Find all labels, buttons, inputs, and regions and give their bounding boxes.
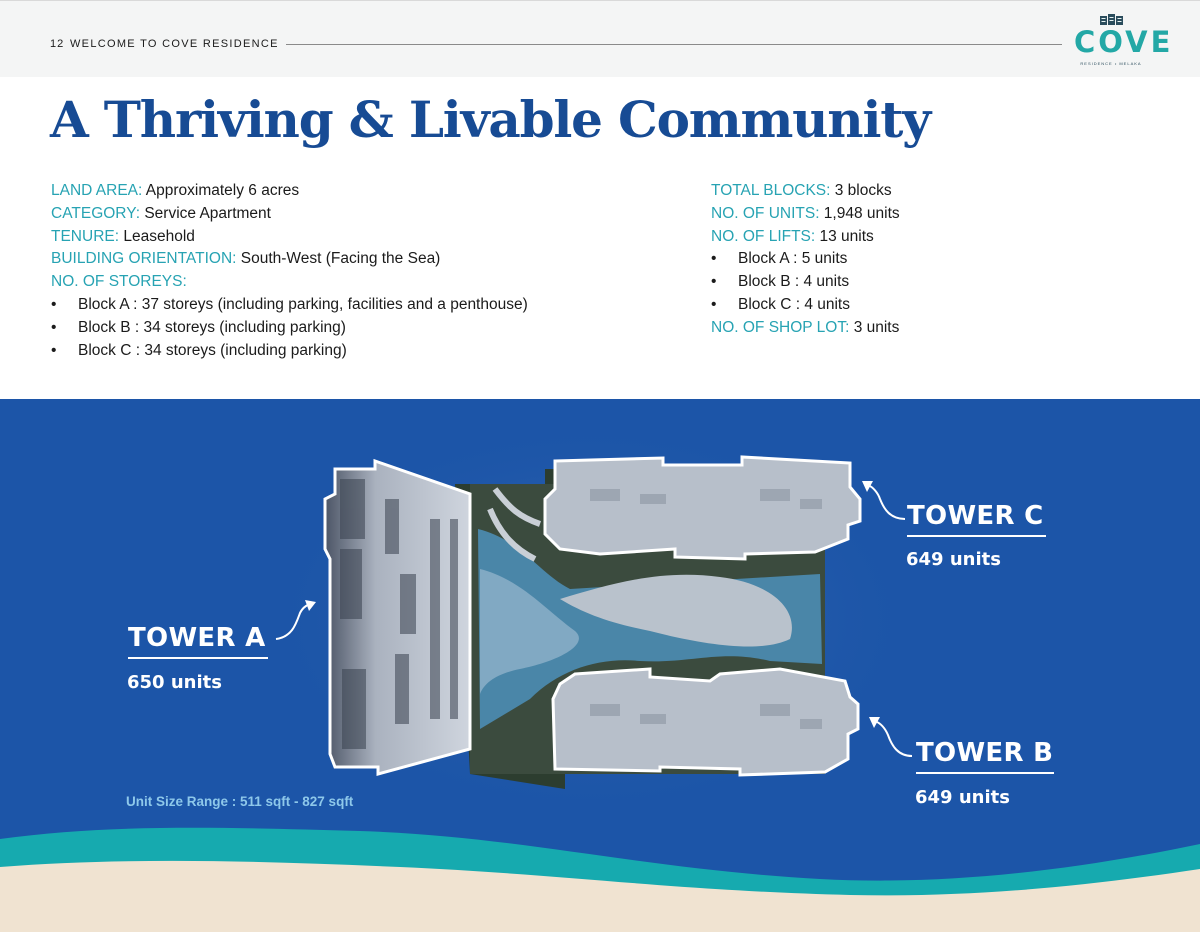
spec-storeys bbox=[51, 271, 691, 294]
spec-orientation bbox=[51, 248, 691, 271]
bullet-icon: • bbox=[711, 273, 717, 291]
spec-label: NO. OF SHOP LOT: bbox=[711, 318, 850, 336]
spec-label: NO. OF LIFTS: bbox=[711, 227, 816, 245]
spec-label: NO. OF STOREYS: bbox=[51, 273, 187, 291]
list-item-text: Block C : 4 units bbox=[738, 295, 850, 313]
list-item bbox=[711, 248, 1151, 271]
tower-b-label: TOWER B bbox=[916, 738, 1054, 768]
bullet-icon: • bbox=[711, 295, 717, 313]
spec-lifts bbox=[711, 226, 1151, 249]
tower-a-underline bbox=[128, 657, 268, 659]
spec-land-area bbox=[51, 180, 691, 203]
spec-value: 1,948 units bbox=[819, 204, 900, 222]
specs-right-column bbox=[711, 180, 1151, 340]
tower-c-label: TOWER C bbox=[907, 501, 1044, 531]
list-item bbox=[51, 317, 691, 340]
logo-subtext: RESIDENCE • MELAKA bbox=[1080, 61, 1142, 66]
spec-tenure bbox=[51, 226, 691, 249]
list-item-text: Block A : 37 storeys (including parking, facilities and a penthouse) bbox=[78, 295, 528, 313]
spec-value: Leasehold bbox=[119, 227, 195, 245]
cove-logo bbox=[1074, 13, 1174, 71]
specs-left-column bbox=[51, 180, 691, 362]
tower-c-units: 649 units bbox=[906, 549, 1001, 570]
unit-size-range: Unit Size Range : 511 sqft - 827 sqft bbox=[126, 794, 354, 809]
list-item bbox=[711, 294, 1151, 317]
list-item-text: Block A : 5 units bbox=[738, 250, 848, 268]
bullet-icon: • bbox=[51, 341, 57, 359]
spec-value: South-West (Facing the Sea) bbox=[236, 250, 441, 268]
tower-a-label: TOWER A bbox=[128, 623, 266, 653]
spec-shop-lot bbox=[711, 317, 1151, 340]
logo-wordmark: COVE bbox=[1074, 25, 1174, 59]
spec-label: TENURE: bbox=[51, 227, 120, 245]
spec-label: LAND AREA: bbox=[51, 182, 143, 199]
list-item-text: Block B : 4 units bbox=[738, 273, 850, 291]
spec-total-blocks bbox=[711, 180, 1151, 203]
arrow-icon bbox=[875, 721, 912, 756]
spec-value: 3 blocks bbox=[830, 182, 892, 199]
site-plan-illustration bbox=[0, 399, 1200, 932]
spec-units bbox=[711, 203, 1151, 226]
section-label: WELCOME TO COVE RESIDENCE bbox=[70, 38, 279, 50]
spec-value: Approximately 6 acres bbox=[142, 182, 300, 199]
page-header bbox=[0, 0, 1200, 77]
spec-value: 13 units bbox=[815, 227, 874, 245]
spec-label: BUILDING ORIENTATION: bbox=[51, 250, 237, 268]
spec-label: TOTAL BLOCKS: bbox=[711, 182, 831, 199]
spec-label: NO. OF UNITS: bbox=[711, 204, 820, 222]
tower-c-underline bbox=[907, 535, 1046, 537]
tower-a-units: 650 units bbox=[127, 672, 222, 693]
list-item bbox=[711, 271, 1151, 294]
bullet-icon: • bbox=[51, 318, 57, 336]
spec-category bbox=[51, 203, 691, 226]
arrow-icon bbox=[868, 485, 905, 519]
bullet-icon: • bbox=[711, 250, 717, 268]
tower-b-units: 649 units bbox=[915, 787, 1010, 808]
list-item-text: Block B : 34 storeys (including parking) bbox=[78, 318, 346, 336]
page-number: 12 bbox=[50, 38, 65, 50]
list-item bbox=[51, 294, 691, 317]
spec-value: 3 units bbox=[849, 318, 900, 336]
list-item-text: Block C : 34 storeys (including parking) bbox=[78, 341, 347, 359]
header-divider bbox=[286, 44, 1062, 45]
bullet-icon: • bbox=[51, 295, 57, 313]
site-plan-section bbox=[0, 399, 1200, 932]
page-title: A Thriving & Livable Community bbox=[50, 90, 930, 149]
tower-b-underline bbox=[916, 772, 1054, 774]
spec-value: Service Apartment bbox=[140, 204, 271, 222]
spec-label: CATEGORY: bbox=[51, 204, 141, 222]
list-item bbox=[51, 340, 691, 363]
